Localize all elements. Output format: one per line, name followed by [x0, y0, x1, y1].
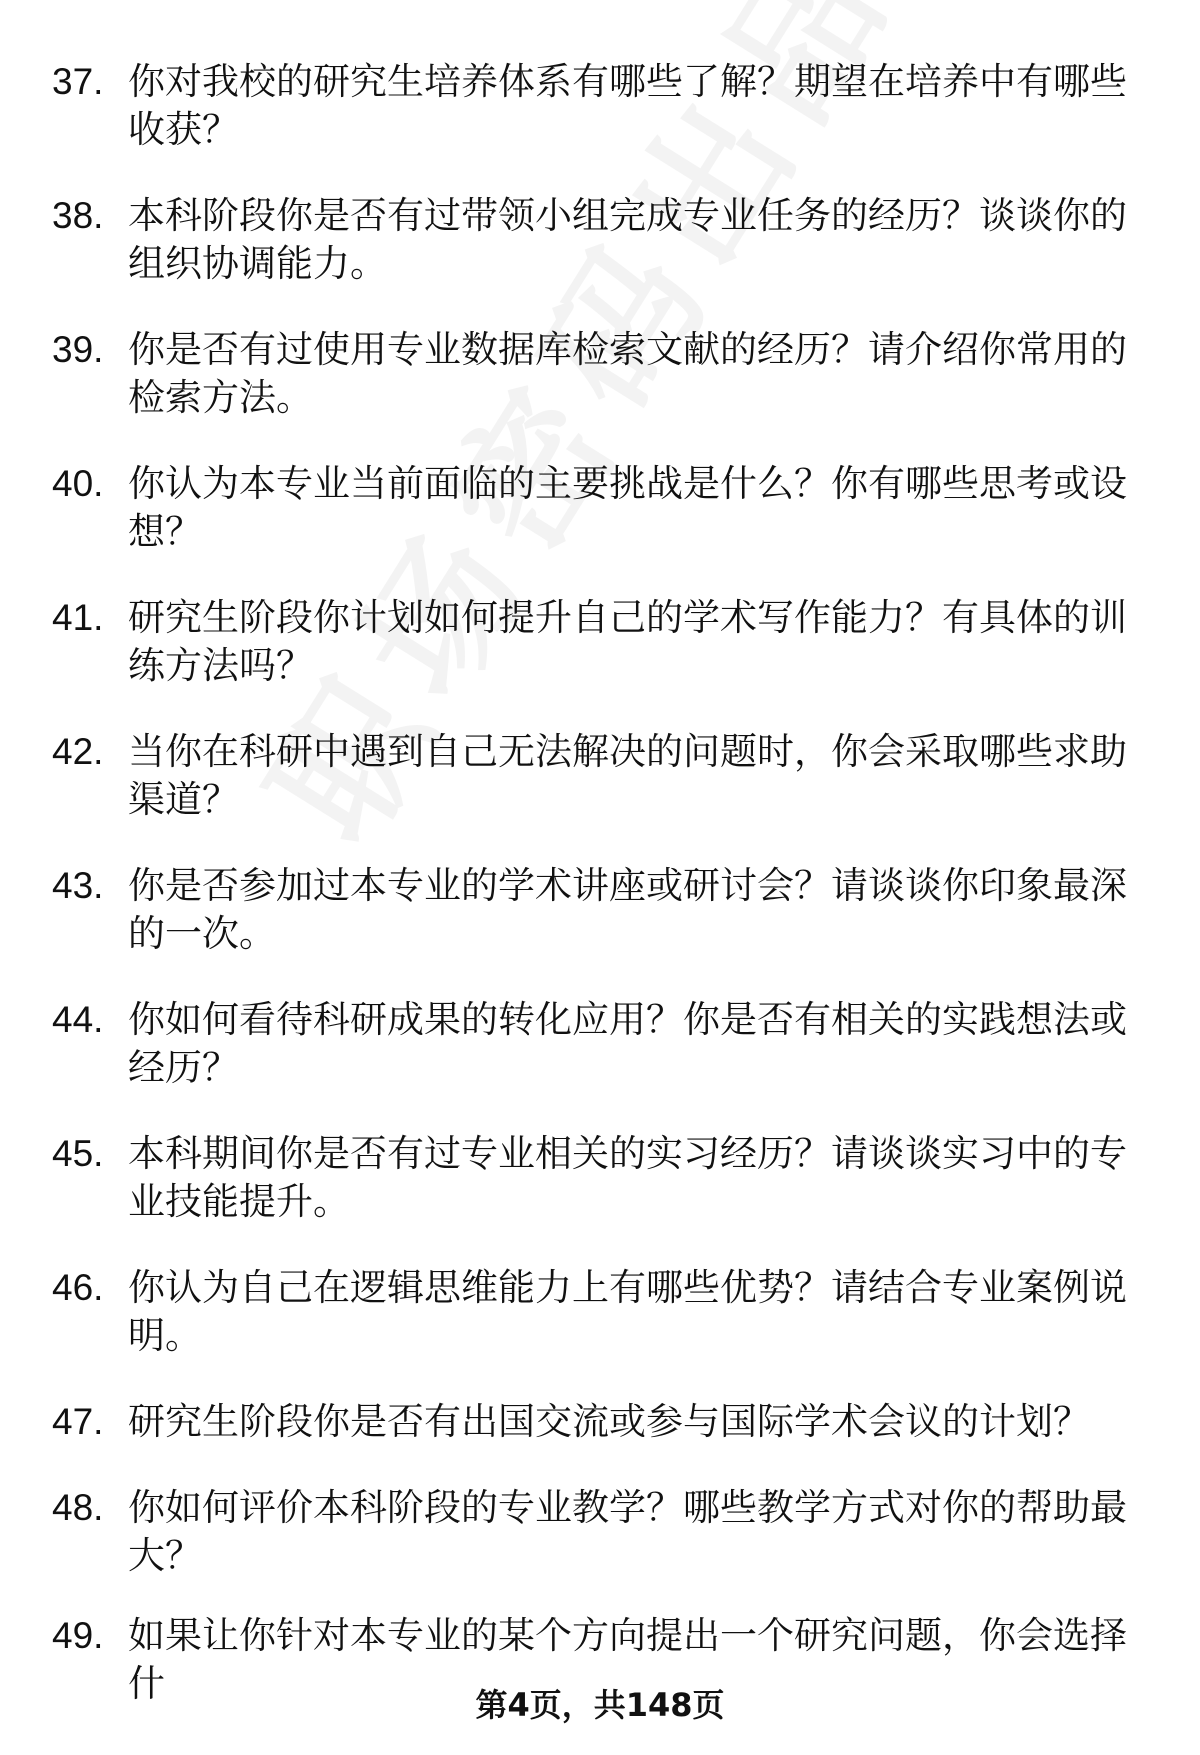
question-number: 41.: [52, 597, 104, 638]
question-text: 研究生阶段你是否有出国交流或参与国际学术会议的计划？: [128, 1400, 1090, 1443]
question-item: [0, 460, 1200, 556]
question-text: 你认为自己在逻辑思维能力上有哪些优势？请结合专业案例说明。: [128, 1266, 1127, 1357]
page-footer: 第4页，共148页: [475, 1686, 725, 1724]
question-number: 38.: [52, 195, 104, 236]
question-text: 本科阶段你是否有过带领小组完成专业任务的经历？谈谈你的组织协调能力。: [128, 194, 1127, 285]
question-item: [0, 192, 1200, 288]
question-number: 45.: [52, 1133, 104, 1174]
question-list: [0, 58, 1200, 1746]
question-text: 你是否有过使用专业数据库检索文献的经历？请介绍你常用的检索方法。: [128, 328, 1127, 419]
question-text: 如果让你针对本专业的某个方向提出一个研究问题，你会选择什: [128, 1614, 1127, 1705]
question-text: 你是否参加过本专业的学术讲座或研讨会？请谈谈你印象最深的一次。: [128, 864, 1127, 955]
question-number: 49.: [52, 1615, 104, 1656]
question-item: [0, 1264, 1200, 1360]
question-number: 44.: [52, 999, 104, 1040]
question-number: 42.: [52, 731, 104, 772]
question-item: [0, 58, 1200, 154]
question-text: 你如何评价本科阶段的专业教学？哪些教学方式对你的帮助最大？: [128, 1486, 1127, 1577]
question-number: 40.: [52, 463, 104, 504]
question-text: 你对我校的研究生培养体系有哪些了解？期望在培养中有哪些收获？: [128, 60, 1127, 151]
question-item: [0, 862, 1200, 958]
question-number: 47.: [52, 1401, 104, 1442]
question-text: 你认为本专业当前面临的主要挑战是什么？你有哪些思考或设想？: [128, 462, 1127, 553]
question-number: 39.: [52, 329, 104, 370]
question-text: 本科期间你是否有过专业相关的实习经历？请谈谈实习中的专业技能提升。: [128, 1132, 1127, 1223]
question-number: 46.: [52, 1267, 104, 1308]
question-item: [0, 1484, 1200, 1580]
question-item: [0, 1130, 1200, 1226]
question-text: 你如何看待科研成果的转化应用？你是否有相关的实践想法或经历？: [128, 998, 1127, 1089]
question-number: 48.: [52, 1487, 104, 1528]
question-text: 研究生阶段你计划如何提升自己的学术写作能力？有具体的训练方法吗？: [128, 596, 1127, 687]
question-item: [0, 996, 1200, 1092]
question-item: [0, 1398, 1200, 1446]
question-item: [0, 326, 1200, 422]
question-item: [0, 728, 1200, 824]
question-number: 37.: [52, 61, 104, 102]
question-item: [0, 594, 1200, 690]
question-number: 43.: [52, 865, 104, 906]
question-text: 当你在科研中遇到自己无法解决的问题时，你会采取哪些求助渠道？: [128, 730, 1127, 821]
